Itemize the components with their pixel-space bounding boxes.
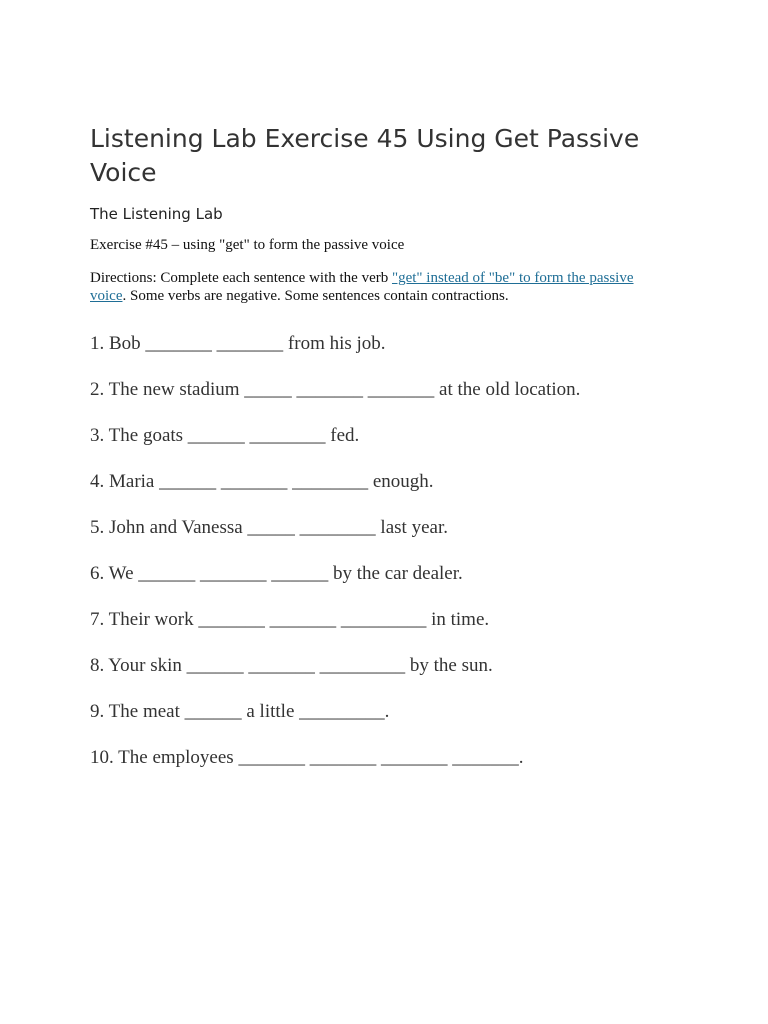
document-title: Listening Lab Exercise 45 Using Get Passive Voice <box>90 124 640 187</box>
question-item: 9. The meat ______ a little _________. <box>90 701 390 722</box>
document-author: The Listening Lab <box>90 205 223 223</box>
directions-prefix: Directions: Complete each sentence with the verb <box>90 270 392 286</box>
question-item: 3. The goats ______ ________ fed. <box>90 425 360 446</box>
question-item: 10. The employees _______ _______ _______ _______. <box>90 747 524 768</box>
directions <box>90 269 650 305</box>
directions-suffix: . Some verbs are negative. Some sentences contain contractions. <box>122 288 509 304</box>
exercise-line: Exercise #45 – using "get" to form the passive voice <box>90 237 405 253</box>
document-page <box>90 122 650 793</box>
question-item: 4. Maria ______ _______ ________ enough. <box>90 471 434 492</box>
question-item: 8. Your skin ______ _______ _________ by the sun. <box>90 655 493 676</box>
question-item: 7. Their work _______ _______ _________ in time. <box>90 609 490 630</box>
question-list <box>90 333 650 769</box>
passive-voice-link[interactable]: "get" instead of "be" to form the passive voice <box>90 270 634 304</box>
question-item: 2. The new stadium _____ _______ _______ at the old location. <box>90 379 581 400</box>
question-item: 6. We ______ _______ ______ by the car dealer. <box>90 563 463 584</box>
question-item: 1. Bob _______ _______ from his job. <box>90 333 386 354</box>
question-item: 5. John and Vanessa _____ ________ last year. <box>90 517 448 538</box>
